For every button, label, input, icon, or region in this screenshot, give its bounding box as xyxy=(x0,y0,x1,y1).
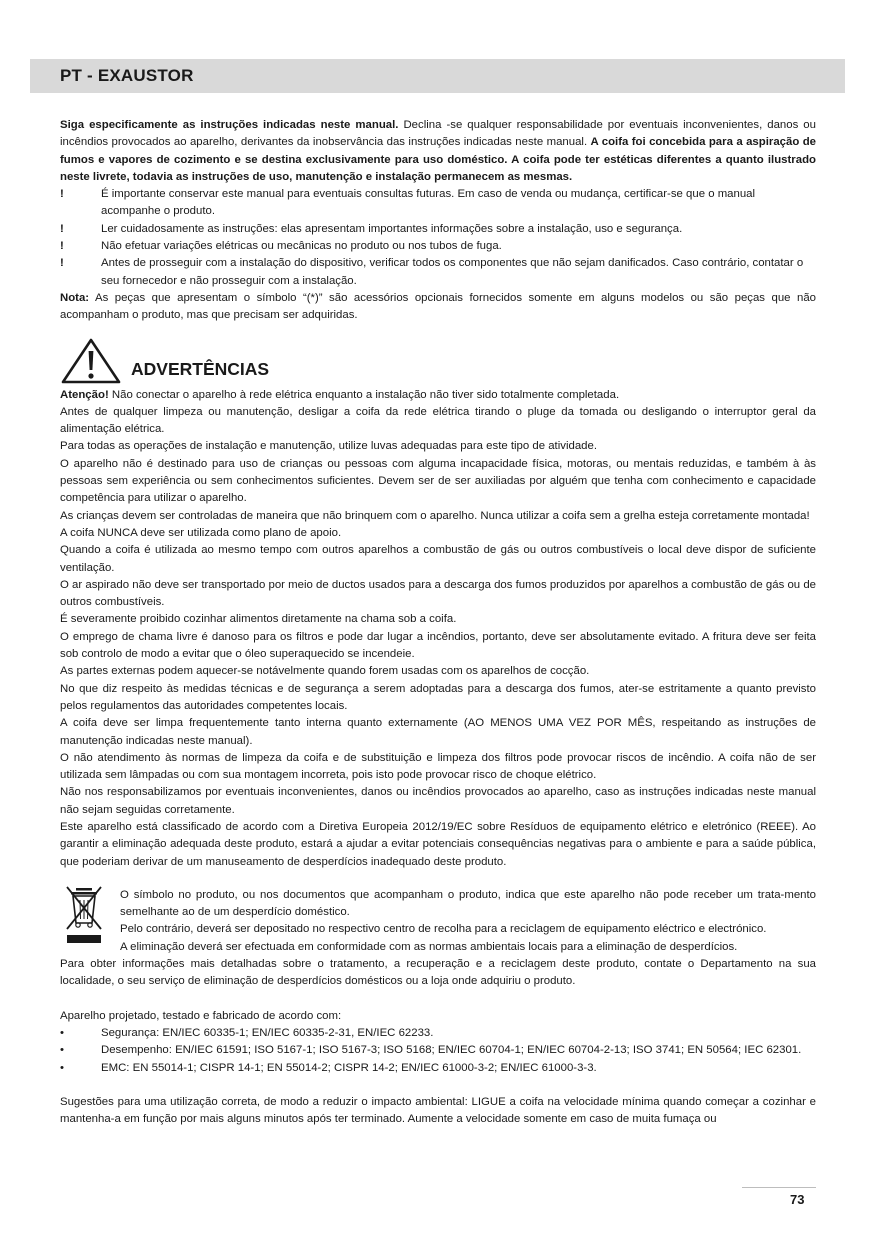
compliance-item-text: Desempenho: EN/IEC 61591; ISO 5167-1; ISO 5167-3; ISO 5168; EN/IEC 60704-1; EN/IEC 60704-2-13; ISO 3741; EN 50564; IEC 62301. xyxy=(101,1044,802,1057)
intro-item-text: Não efetuar variações elétricas ou mecânicas no produto ou nos tubos de fuga. xyxy=(101,240,502,253)
section-title: PT - EXAUSTOR xyxy=(60,66,194,85)
page-number: 73 xyxy=(790,1192,805,1207)
warning-paragraph: As crianças devem ser controladas de maneira que não brinquem com o aparelho. Nunca utilizar a coifa sem a grelha esteja corretamente montada! xyxy=(60,509,810,522)
intro-item-text: Ler cuidadosamente as instruções: elas apresentam importantes informações sobre a instalação, uso e segurança. xyxy=(101,222,683,235)
attention-text: Não conectar o aparelho à rede elétrica enquanto a instalação não tiver sido totalmente completada. xyxy=(108,388,620,401)
compliance-intro: Aparelho projetado, testado e fabricado de acordo com: xyxy=(60,1009,342,1022)
intro-lead-text: Declina -se qualquer responsabilidade por eventuais inconvenientes, danos ou incêndios provocados ao aparelho, derivantes da inobservância das instruções indicadas neste manual. xyxy=(60,119,816,149)
compliance-item-text: Segurança: EN/IEC 60335-1; EN/IEC 60335-2-31, EN/IEC 62233. xyxy=(101,1026,434,1039)
attention-paragraph xyxy=(60,387,816,404)
bullet-icon: • xyxy=(60,1044,64,1057)
intro-item xyxy=(60,238,816,255)
compliance-item xyxy=(60,1060,816,1077)
intro-item xyxy=(60,221,816,238)
warning-paragraph: Antes de qualquer limpeza ou manutenção, desligar a coifa da rede elétrica tirando o pluge da tomada ou desligando o interruptor geral da alimentação elétrica. xyxy=(60,405,816,436)
footer-divider xyxy=(742,1187,816,1188)
suggestions-paragraph: Sugestões para uma utilização correta, de modo a reduzir o impacto ambiental: LIGUE a coifa na velocidade mínima quando começar a cozinhar e mantenha-a em função por mais alguns minutos após ter terminado. Aumente a velocidade somente em caso de muita fumaça ou xyxy=(60,1095,816,1126)
warning-triangle-icon xyxy=(60,337,122,391)
weee-text: Pelo contrário, deverá ser depositado no respectivo centro de recolha para a reciclagem de equipamento eléctrico e electrónico. xyxy=(120,923,767,936)
note-paragraph xyxy=(60,290,816,325)
intro-item xyxy=(60,255,816,290)
exclamation-icon: ! xyxy=(60,240,64,253)
warning-paragraph: É severamente proibido cozinhar alimentos diretamente na chama sob a coifa. xyxy=(60,613,457,626)
crossed-out-bin-icon xyxy=(64,885,104,951)
warning-paragraph: No que diz respeito às medidas técnicas e de segurança a serem adoptadas para a descarga dos fumos, ater-se estritamente a quanto previsto pelos regulamentos das autoridades competentes locais. xyxy=(60,682,816,712)
warning-paragraph: Não nos responsabilizamos por eventuais inconvenientes, danos ou incêndios provocados ao aparelho, caso as instruções indicadas neste manual não sejam seguidas corretamente. xyxy=(60,786,816,816)
warning-paragraph: Quando a coifa é utilizada ao mesmo tempo com outros aparelhos a combustão de gás ou outros combustíveis o local deve dispor de suficiente ventilação. xyxy=(60,544,816,574)
manual-content xyxy=(60,117,816,1128)
warning-paragraph: A coifa NUNCA deve ser utilizada como plano de apoio. xyxy=(60,526,342,539)
warnings-title: ADVERTÊNCIAS xyxy=(131,358,270,379)
exclamation-icon: ! xyxy=(60,188,64,201)
weee-section xyxy=(60,887,816,991)
warning-paragraph: Para todas as operações de instalação e manutenção, utilize luvas adequadas para este tipo de atividade. xyxy=(60,440,597,453)
exclamation-icon: ! xyxy=(60,257,64,270)
warnings-heading xyxy=(60,337,816,387)
attention-label: Atenção! xyxy=(60,388,109,401)
warning-paragraph: O não atendimento às normas de limpeza da coifa e de substituição e limpeza dos filtros pode provocar riscos de incêndio. A coifa não de ser utilizada sem lâmpadas ou com sua montagem incorreta, pois isto pode provocar risco de choque elétrico. xyxy=(60,751,816,782)
note-label: Nota: xyxy=(60,291,90,304)
intro-lead-bold: Siga especificamente as instruções indicadas neste manual. xyxy=(60,119,399,131)
bullet-icon: • xyxy=(60,1061,64,1074)
warning-paragraph: O ar aspirado não deve ser transportado por meio de ductos usados para a descarga dos fumos produzidos por aparelhos a combustão de gás ou de outros combustíveis. xyxy=(60,578,816,609)
intro-paragraph xyxy=(60,117,816,186)
note-text: As peças que apresentam o símbolo “(*)” são acessórios opcionais fornecidos somente em alguns modelos ou são peças que não acompanham o produto, mas que precisam ser adquiridas. xyxy=(60,291,816,322)
compliance-item xyxy=(60,1025,816,1042)
weee-text: O símbolo no produto, ou nos documentos que acompanham o produto, indica que este aparelho não pode receber um trata-mento semelhante ao de um desperdício doméstico. xyxy=(120,888,816,919)
intro-item-text: É importante conservar este manual para eventuais consultas futuras. Em caso de venda ou mudança, certificar-se que o manual acompanhe o produto. xyxy=(101,188,756,218)
exclamation-icon: ! xyxy=(60,222,64,235)
warning-paragraph: O emprego de chama livre é danoso para os filtros e pode dar lugar a incêndios, portanto, deve ser absolutamente evitado. A fritura deve ser feita sob controlo de modo a evitar que o óleo superaquecido se incendeie. xyxy=(60,630,816,661)
section-header xyxy=(30,59,845,93)
compliance-item xyxy=(60,1042,816,1059)
weee-text: A eliminação deverá ser efectuada em conformidade com as normas ambientais locais para a eliminação de desperdícios. xyxy=(120,940,738,953)
compliance-item-text: EMC: EN 55014-1; CISPR 14-1; EN 55014-2; CISPR 14-2; EN/IEC 61000-3-2; EN/IEC 61000-3-3. xyxy=(101,1061,597,1074)
warning-paragraph: Este aparelho está classificado de acordo com a Diretiva Europeia 2012/19/EC sobre Resíduos de equipamento elétrico e eletrónico (REEE). Ao garantir a eliminação adequada deste produto, estará a ajudar a evitar potenciais consequências negativas para o ambiente e para a saúde pública, que poderiam derivar de um manuseamento de desperdícios inadequado deste produto. xyxy=(60,820,816,868)
intro-item-text: Antes de prosseguir com a instalação do dispositivo, verificar todos os componentes que não sejam danificados. Caso contrário, contatar o seu fornecedor e não prosseguir com a instalação. xyxy=(101,257,804,287)
intro-purpose-bold: A coifa foi concebida para a aspiração de fumos e vapores de cozimento e se destina exclusivamente para uso doméstico. A coifa pode ter estéticas diferentes a quanto ilustrado neste livrete, todavia as instruções de uso, manutenção e instalação permanecem as mesmas. xyxy=(60,136,816,183)
weee-text: Para obter informações mais detalhadas sobre o tratamento, a recuperação e a reciclagem deste produto, contate o Departamento na sua localidade, o seu serviço de eliminação de desperdícios domésticos ou a loja onde adquiriu o produto. xyxy=(60,958,816,988)
warning-paragraph: As partes externas podem aquecer-se notávelmente quando forem usadas com os aparelhos de cocção. xyxy=(60,665,590,678)
warning-paragraph: A coifa deve ser limpa frequentemente tanto interna quanto externamente (AO MENOS UMA VEZ POR MÊS, respeitando as instruções de manutenção indicadas neste manual). xyxy=(60,717,816,747)
bullet-icon: • xyxy=(60,1026,64,1039)
warning-paragraph: O aparelho não é destinado para uso de crianças ou pessoas com alguma incapacidade física, motoras, ou mentais reduzidas, e também à às pessoas sem experiência ou sem conhecimentos suficientes. Devem ser de ser auxiliadas por alguém que tenha com conhecimento e capacidade competência para utilizar o aparelho. xyxy=(60,457,816,505)
intro-item xyxy=(60,186,816,221)
